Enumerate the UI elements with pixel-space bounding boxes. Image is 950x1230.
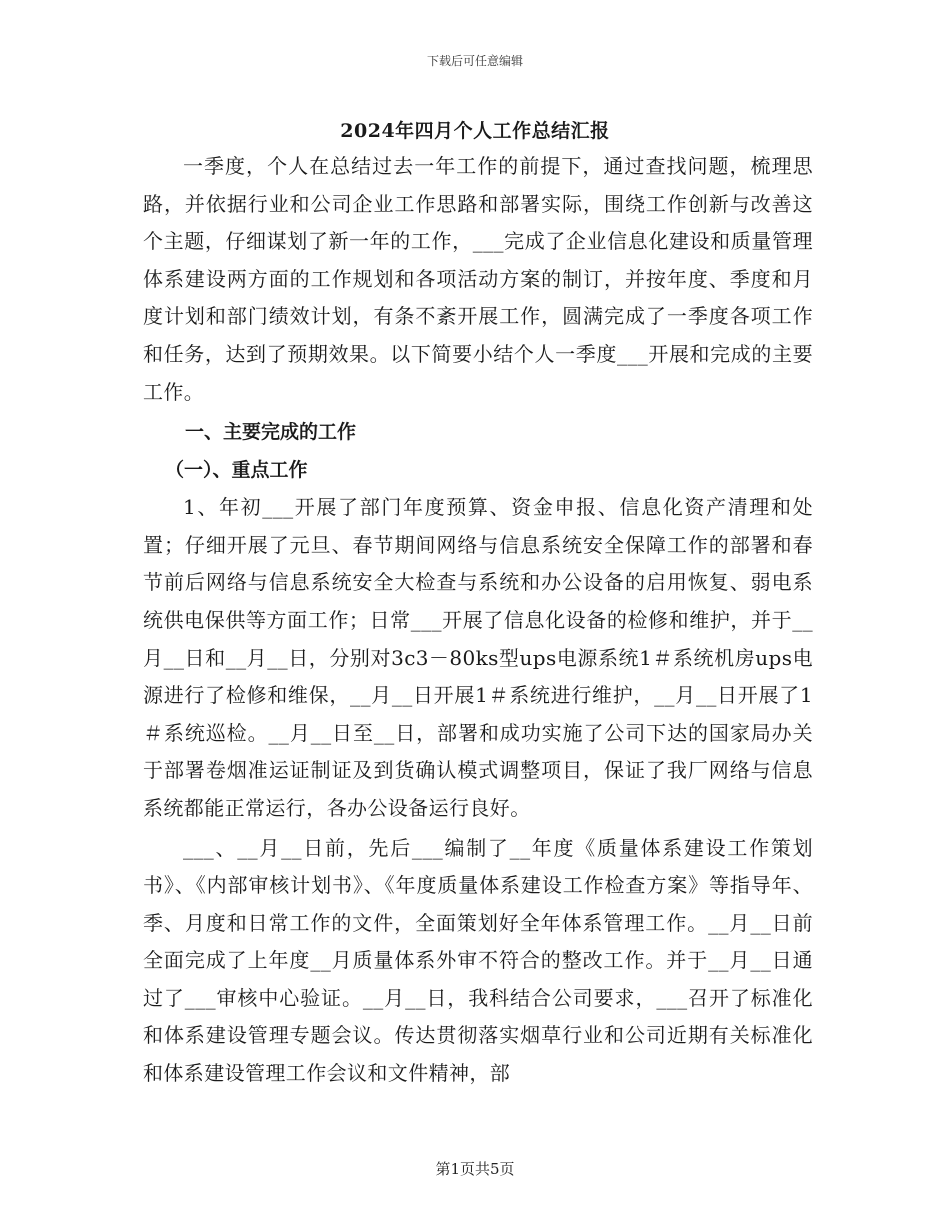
page-header-note: 下载后可任意编辑 [426, 54, 523, 68]
body-paragraph-2: ___、__月__日前，先后___编制了__年度《质量体系建设工作策划书》、《内部审核计划书》、《年度质量体系建设工作检查方案》等指导年、季、月度和日常工作的文件，全面策划好全年体系管理工作。__月__日前全面完成了上年度__月质量体系外审不符合的整改工作。并于__月__日通过了___审核中心验证。__月__日，我科结合公司要求，___召开了标准化和体系建设管理专题会议。传达贯彻落实烟草行业和公司近期有关标准化和体系建设管理工作会议和文件精神，部 [143, 835, 813, 1086]
intro-paragraph: 一季度，个人在总结过去一年工作的前提下，通过查找问题，梳理思路，并依据行业和公司企业工作思路和部署实际，围绕工作创新与改善这个主题，仔细谋划了新一年的工作，___完成了企业信息化建设和质量管理体系建设两方面的工作规划和各项活动方案的制订，并按年度、季度和月度计划和部门绩效计划，有条不紊开展工作，圆满完成了一季度各项工作和任务，达到了预期效果。以下简要小结个人一季度___开展和完成的主要工作。 [143, 154, 813, 404]
body-paragraph-1: 1、年初___开展了部门年度预算、资金申报、信息化资产清理和处置；仔细开展了元旦、春节期间网络与信息系统安全保障工作的部署和春节前后网络与信息系统安全大检查与系统和办公设备的启用恢复、弱电系统供电保供等方面工作；日常___开展了信息化设备的检修和维护，并于__月__日和__月__日，分别对3c3－80ks型ups电源系统1＃系统机房ups电源进行了检修和维保，__月__日开展1＃系统进行维护，__月__日开展了1＃系统巡检。__月__日至__日，部署和成功实施了公司下达的国家局办关于部署卷烟准运证制证及到货确认模式调整项目，保证了我厂网络与信息系统都能正常运行，各办公设备运行良好。 [143, 495, 813, 820]
page-number-footer: 第1页共5页 [435, 1160, 515, 1178]
document-body [143, 148, 813, 1093]
subsection-heading: （一）、重点工作 [165, 459, 308, 482]
section-heading: 一、主要完成的工作 [185, 421, 357, 444]
document-title: 2024年四月个人工作总结汇报 [340, 120, 610, 142]
